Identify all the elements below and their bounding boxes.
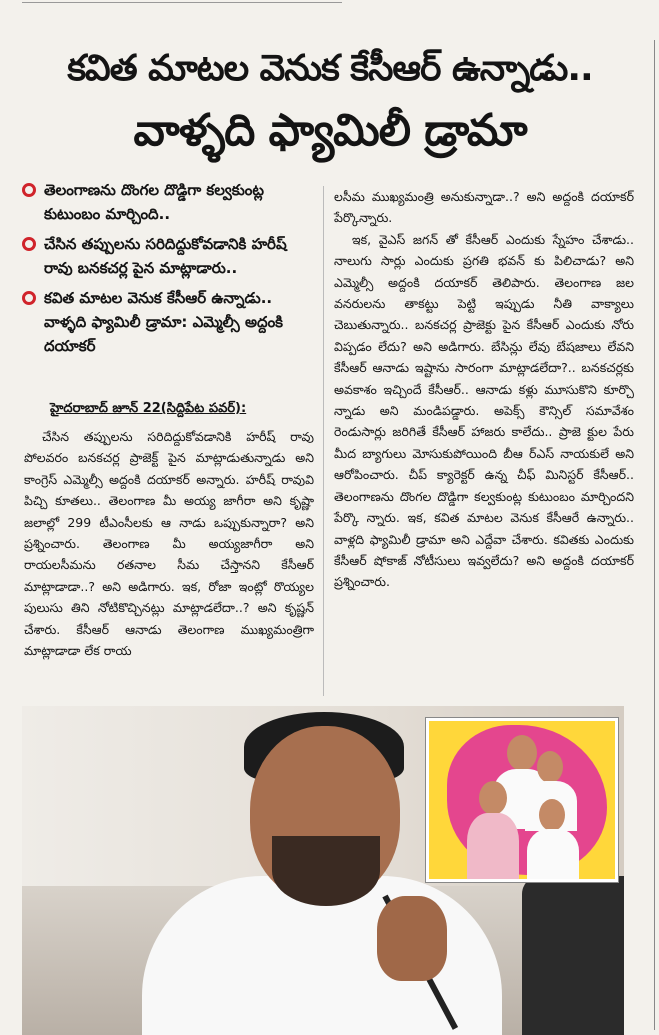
dateline: హైదరాబాద్ జూన్ 22(సిద్దిపేట పవర్):	[50, 401, 247, 416]
inset-shirt	[467, 813, 519, 882]
bullet-item	[22, 286, 312, 358]
article-paragraph: చేసిన తప్పులను సరిదిద్దుకోవడానికి హరీష్ రావు పోలవరం బనకచర్ల ప్రాజెక్ట్ పైన మాట్లాడుతున్నాడు అని కాంగ్రెస్ ఎమ్మెల్సీ అద్దంకి దయాకర్ అన్నారు. హరీష్ రావువి పిచ్చి కూతలు.. తెలంగాణ మీ అయ్య జాగీరా అని కృష్ణా జలాల్లో 299 టీఎంసీలకు ఆ నాడు ఒప్పుకున్నారా? అని ప్రశ్నించారు. తెలంగాణ మీ అయ్యజాగీరా అని రాయలసీమను రతనాల సీమ చేస్తానని కేసీఆర్ మాట్లాడాడా..? అని అడిగారు. ఇక, రోజా ఇంట్లో రొయ్యల పులుసు తిని నోటికొచ్చినట్లు మాట్లాడలేదా..? అని కృష్ణన్ చేశారు. కేసీఆర్ ఆనాడు తెలంగాణ ముఖ్యమంత్రిగా మాట్లాడాడా లేక రాయ	[24, 429, 314, 659]
circle-bullet-icon	[22, 237, 36, 251]
bullet-text: కవిత మాటల వెనుక కేసీఆర్ ఉన్నాడు.. వాళ్ళది ఫ్యామిలీ డ్రామా: ఎమ్మెల్సీ అద్దంకి దయాకర్	[44, 289, 284, 355]
circle-bullet-icon	[22, 183, 36, 197]
photo-speaker-beard	[272, 836, 380, 906]
headline-line-1: కవిత మాటల వెనుక కేసీఆర్ ఉన్నాడు..	[67, 48, 593, 89]
inset-family-photo	[426, 718, 618, 882]
inset-face	[539, 799, 565, 831]
circle-bullet-icon	[22, 291, 36, 305]
column-divider	[323, 186, 324, 696]
bullet-text: చేసిన తప్పులను సరిదిద్దుకోవడానికి హరీష్ రావు బనకచర్ల పైన మాట్లాడారు..	[44, 235, 287, 277]
bullet-text: తెలంగాణను దొంగల దొడ్డిగా కల్వకుంట్ల కుటుంబం మార్చింది..	[44, 181, 264, 223]
photo-chair	[522, 876, 624, 1035]
inset-face	[537, 751, 563, 783]
inset-face	[507, 735, 537, 771]
article-paragraph: లసీమ ముఖ్యమంత్రి అనుకున్నాడా..? అని అద్దంకి దయాకర్ పేర్కొన్నారు.	[334, 189, 634, 226]
top-rule	[22, 2, 342, 3]
bullet-item	[22, 232, 312, 280]
article-right-column	[334, 186, 634, 593]
photo-pointing-hand	[377, 896, 447, 981]
article-left-column	[24, 426, 314, 661]
article-paragraph: ఇక, వైఎస్ జగన్ తో కేసీఆర్ ఎందుకు స్నేహం చేశాడు.. నాలుగు సార్లు ఎందుకు ప్రగతి భవన్ కు పిలిచాడు? అని ఎమ్మెల్సీ అద్దంకి దయాకర్ తెలిపారు. తెలంగాణ జల వనరులను తాకట్టు పెట్టి ఇప్పుడు నీతి వాక్యాలు చెబుతున్నారు.. బనకచర్ల ప్రాజెక్టు పైన కేసీఆర్ ఎందుకు నోరు విప్పడం లేదు? అని అడిగారు. బేసిన్లు లేవు బేషజాలు లేవని కేసీఆర్ ఆనాడు ఇష్టాను సారంగా మాట్లాడలేదా?.. బనకచర్లకు అవకాశం ఇచ్చిందే కేసీఆర్.. ఆనాడు కళ్లు మూసుకొని కూర్చొ న్నాడు అని మండిపడ్డారు. అపెక్స్ కౌన్సిల్ సమావేశం రెండుసార్లు జరిగితే కేసీఆర్ హాజరు కాలేదు.. ప్రాజె క్టుల పేరు మీద బ్యాగులు మోసుకుపోయింది బీఆ ర్ఎస్ నాయకులే అని ఆరోపించారు. చీప్ క్యారెక్టర్ ఉన్న చీఫ్ మినిస్టర్ కేసీఆర్.. తెలంగాణను దొంగల దొడ్డిగా కల్వకుంట్ల కుటుంబం మార్చిందని పేర్కొ న్నారు. ఇక, కవిత మాటల వెనుక కేసీఆరే ఉన్నారు.. వాళ్లది ఫ్యామిలీ డ్రామా అని ఎద్దేవా చేశారు. కవితకు ఎందుకు కేసీఆర్ షోకాజ్ నోటీసులు ఇవ్వలేదు? అని అద్దంకి దయాకర్ ప్రశ్నించారు.	[334, 231, 634, 590]
inset-face	[479, 781, 507, 815]
highlight-bullets	[22, 178, 312, 364]
bullet-item	[22, 178, 312, 226]
headline-line-2: వాళ్ళది ఫ్యామిలీ డ్రామా	[133, 105, 527, 156]
inset-shirt	[527, 829, 579, 882]
page-right-rule	[654, 40, 655, 1030]
